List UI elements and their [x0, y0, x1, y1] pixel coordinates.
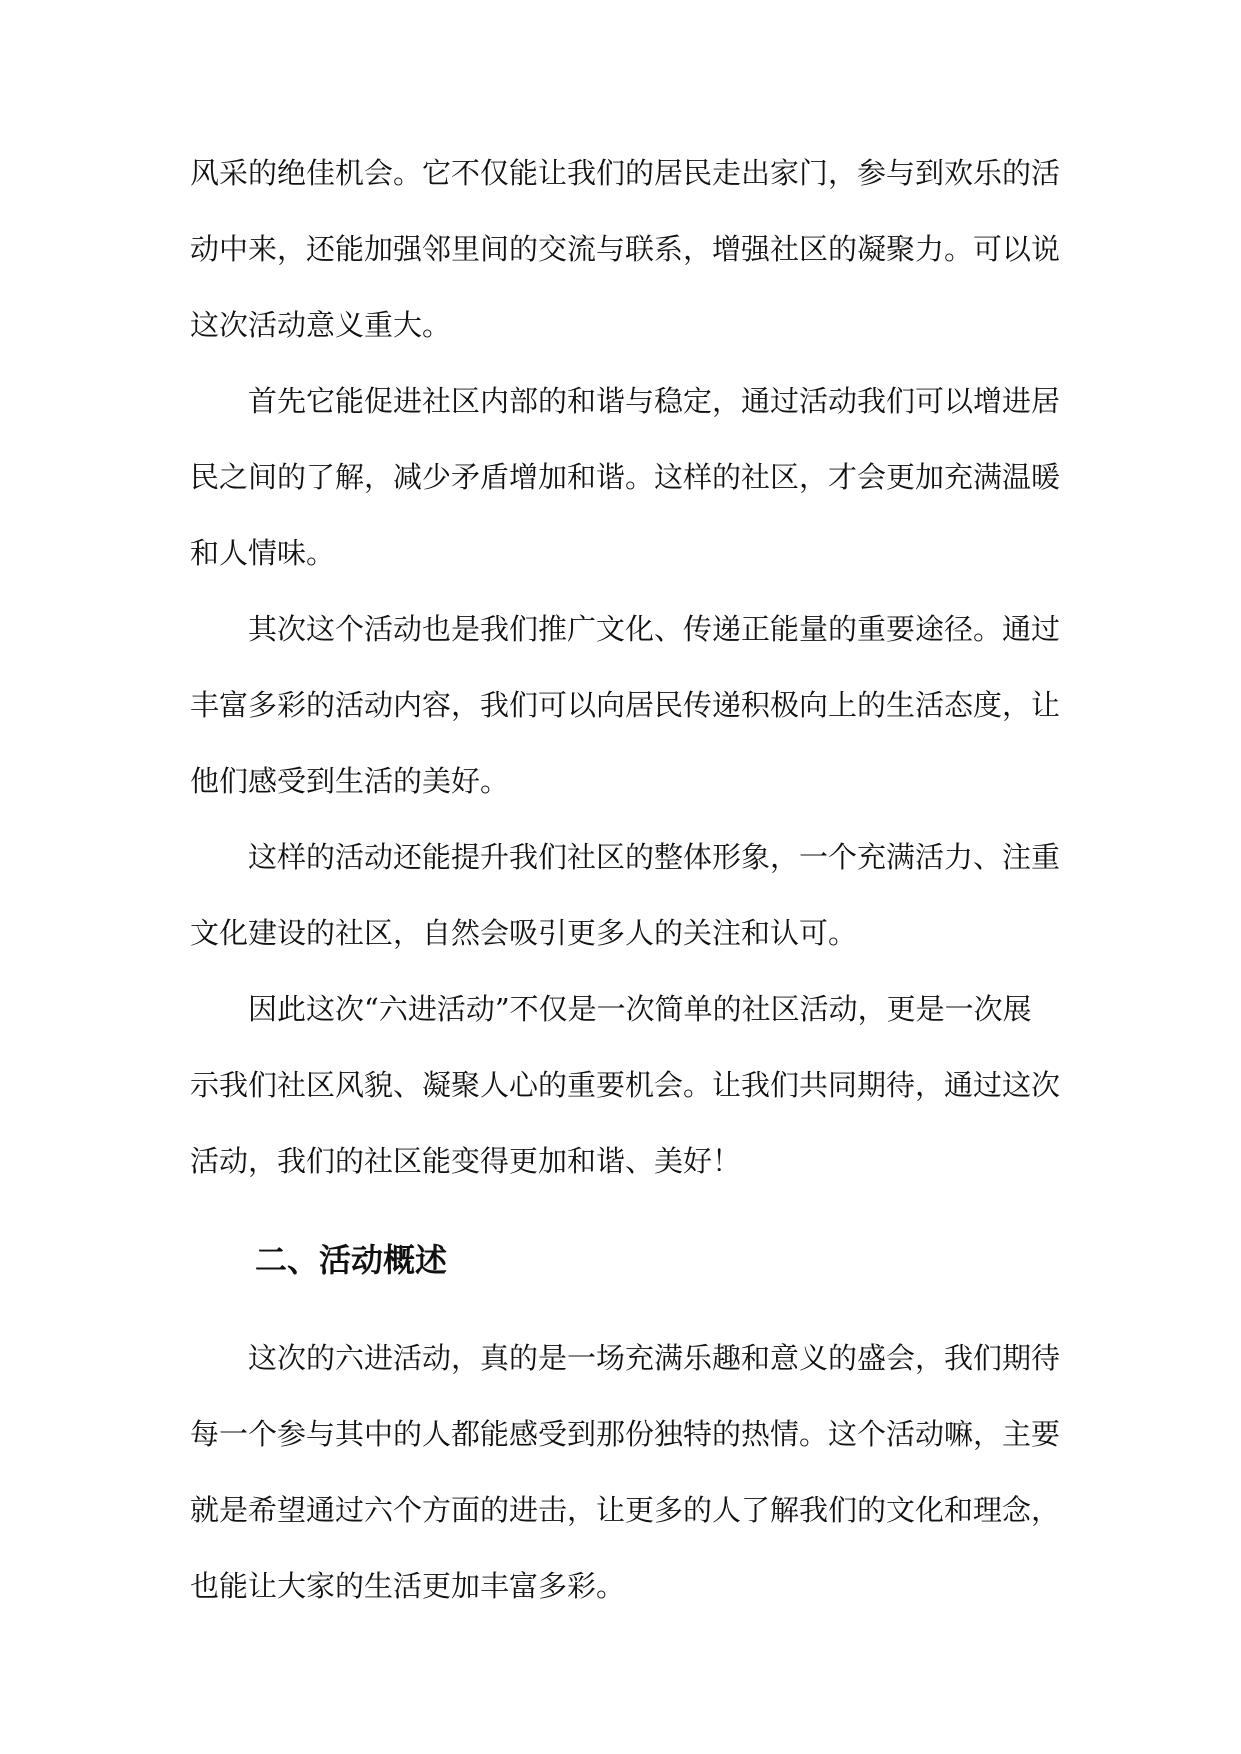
text-line: 首先它能促进社区内部的和谐与稳定，通过活动我们可以增进居: [190, 384, 1061, 418]
text-line: 示我们社区风貌、凝聚人心的重要机会。让我们共同期待，通过这次: [190, 1068, 1061, 1102]
text-line: 文化建设的社区，自然会吸引更多人的关注和认可。: [190, 916, 858, 950]
section-heading: 二、活动概述: [255, 1241, 448, 1279]
text-line: 民之间的了解，减少矛盾增加和谐。这样的社区，才会更加充满温暖: [190, 460, 1061, 494]
text-line: 这次活动意义重大。: [190, 308, 452, 342]
text-line: 活动，我们的社区能变得更加和谐、美好！: [190, 1144, 742, 1178]
text-line: 每一个参与其中的人都能感受到那份独特的热情。这个活动嘛，主要: [190, 1417, 1061, 1451]
text-line: 这样的活动还能提升我们社区的整体形象，一个充满活力、注重: [190, 840, 1061, 874]
text-line: 和人情味。: [190, 536, 336, 570]
body-text-block-1: [190, 135, 1060, 1199]
text-line: 动中来，还能加强邻里间的交流与联系，增强社区的凝聚力。可以说: [190, 232, 1061, 266]
text-line: 因此这次“六进活动”不仅是一次简单的社区活动，更是一次展: [190, 992, 1032, 1026]
text-line: 其次这个活动也是我们推广文化、传递正能量的重要途径。通过: [190, 612, 1061, 646]
text-line: 就是希望通过六个方面的进击，让更多的人了解我们的文化和理念，: [190, 1493, 1061, 1527]
text-line: 也能让大家的生活更加丰富多彩。: [190, 1569, 626, 1603]
body-text-block-2: [190, 1320, 1060, 1624]
text-line: 这次的六进活动，真的是一场充满乐趣和意义的盛会，我们期待: [190, 1341, 1061, 1375]
text-line: 丰富多彩的活动内容，我们可以向居民传递积极向上的生活态度，让: [190, 688, 1061, 722]
text-line: 他们感受到生活的美好。: [190, 764, 510, 798]
text-line: 风采的绝佳机会。它不仅能让我们的居民走出家门，参与到欢乐的活: [190, 156, 1061, 190]
